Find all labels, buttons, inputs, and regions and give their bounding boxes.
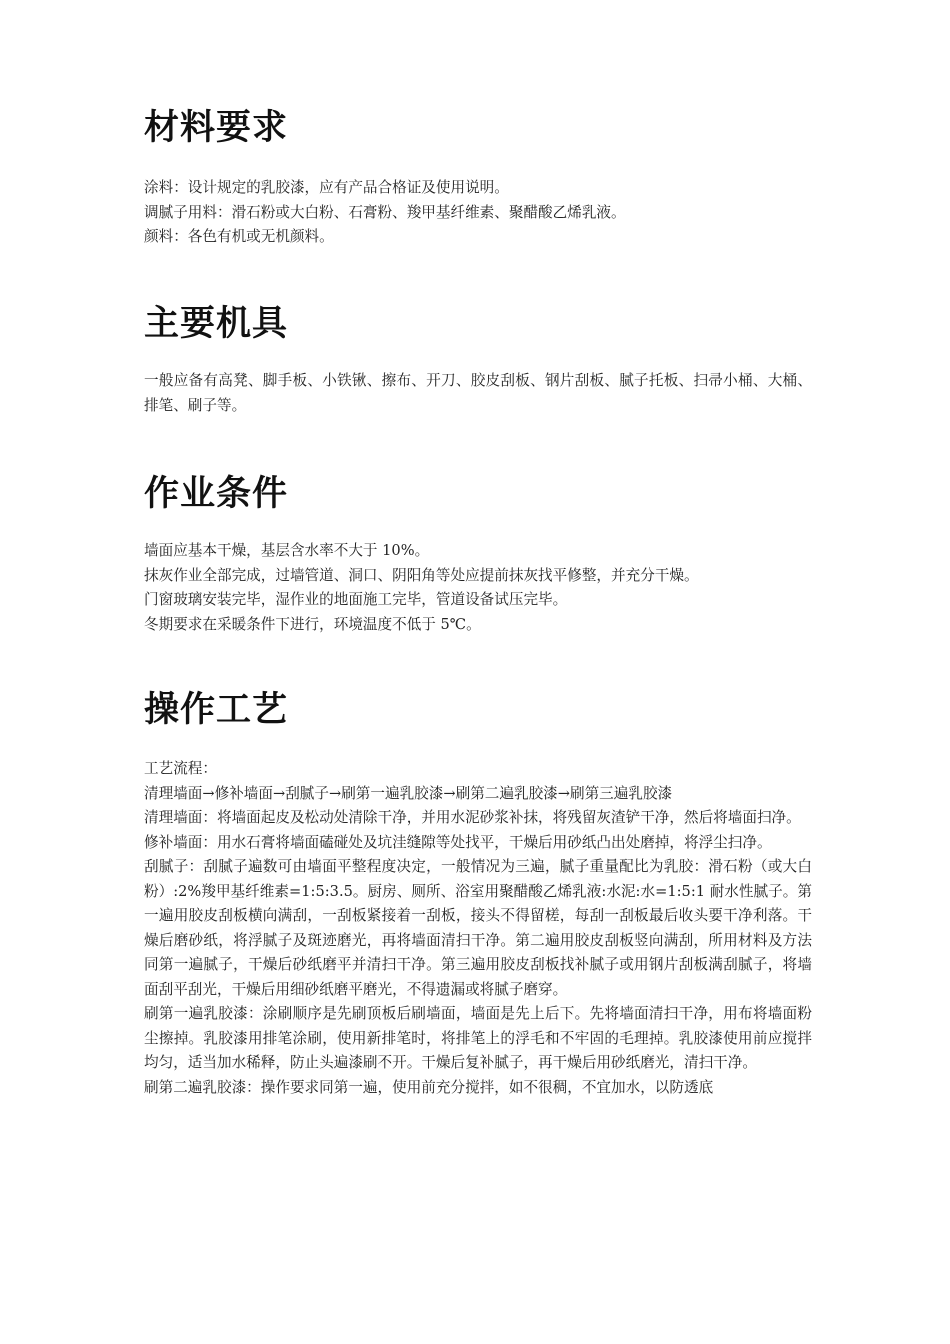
paragraph: 门窗玻璃安装完毕，湿作业的地面施工完毕，管道设备试压完毕。 — [144, 591, 568, 608]
paragraph: 清理墙面：将墙面起皮及松动处清除干净，并用水泥砂浆补抹，将残留灰渣铲干净，然后将墙面扫净。 — [144, 809, 801, 826]
paragraph: 冬期要求在采暖条件下进行，环境温度不低于 5℃。 — [144, 615, 481, 633]
section-title-conditions: 作业条件 — [144, 474, 289, 514]
section-body-process — [144, 757, 812, 1100]
paragraph: 颜料：各色有机或无机颜料。 — [144, 228, 334, 245]
paragraph: 涂料：设计规定的乳胶漆，应有产品合格证及使用说明。 — [144, 179, 509, 196]
section-body-tools — [144, 369, 812, 418]
section-body-conditions — [144, 539, 812, 637]
section-title-materials: 材料要求 — [144, 108, 289, 148]
paragraph: 刮腻子：刮腻子遍数可由墙面平整程度决定，一般情况为三遍，腻子重量配比为乳胶：滑石粉（或大白粉）:2%羧甲基纤维素=1:5:3.5。厨房、厕所、浴室用聚醋酸乙烯乳液:水泥:水=1:5:1 耐水性腻子。第一遍用胶皮刮板横向满刮，一刮板紧接着一刮板，接头不得留槎，每刮一刮板最后收头要干净利落。干燥后磨砂纸，将浮腻子及斑迹磨光，再将墙面清扫干净。第二遍用胶皮刮板竖向满刮，所用材料及方法同第一遍腻子，干燥后砂纸磨平并清扫干净。第三遍用胶皮刮板找补腻子或用钢片刮板满刮腻子，将墙面刮平刮光，干燥后用细砂纸磨平磨光，不得遗漏或将腻子磨穿。 — [144, 858, 812, 998]
paragraph: 抹灰作业全部完成，过墙管道、洞口、阴阳角等处应提前抹灰找平修整，并充分干燥。 — [144, 566, 699, 584]
paragraph: 一般应备有高凳、脚手板、小铁锹、擦布、开刀、胶皮刮板、钢片刮板、腻子托板、扫帚小桶、大桶、排笔、刷子等。 — [144, 372, 812, 414]
paragraph: 调腻子用料：滑石粉或大白粉、石膏粉、羧甲基纤维素、聚醋酸乙烯乳液。 — [144, 203, 626, 221]
paragraph: 刷第二遍乳胶漆：操作要求同第一遍，使用前充分搅拌，如不很稠，不宜加水，以防透底 — [144, 1078, 714, 1096]
paragraph: 清理墙面→修补墙面→刮腻子→刷第一遍乳胶漆→刷第二遍乳胶漆→刷第三遍乳胶漆 — [144, 784, 673, 802]
section-body-materials — [144, 176, 812, 250]
section-title-tools: 主要机具 — [144, 304, 289, 344]
paragraph: 修补墙面：用水石膏将墙面磕碰处及坑洼缝隙等处找平，干燥后用砂纸凸出处磨掉，将浮尘扫净。 — [144, 833, 772, 851]
paragraph: 刷第一遍乳胶漆：涂刷顺序是先刷顶板后刷墙面，墙面是先上后下。先将墙面清扫干净，用布将墙面粉尘擦掉。乳胶漆用排笔涂刷，使用新排笔时，将排笔上的浮毛和不牢固的毛理掉。乳胶漆使用前应搅拌均匀，适当加水稀释，防止头遍漆刷不开。干燥后复补腻子，再干燥后用砂纸磨光，清扫干净。 — [144, 1005, 812, 1071]
paragraph: 墙面应基本干燥，基层含水率不大于 10%。 — [144, 542, 430, 559]
section-title-process: 操作工艺 — [144, 690, 289, 730]
paragraph: 工艺流程： — [144, 760, 217, 777]
